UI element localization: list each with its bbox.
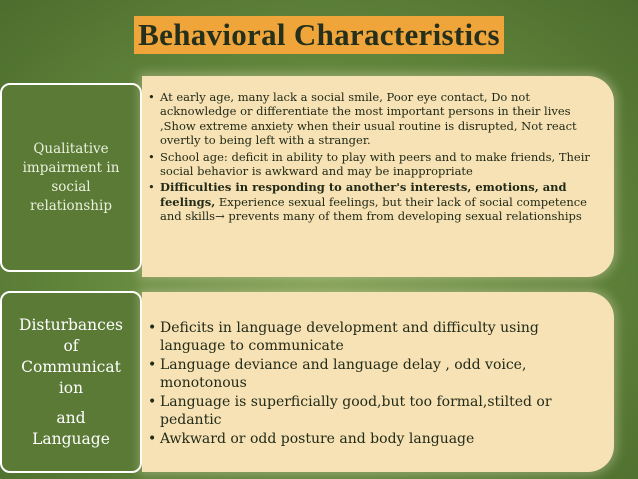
bullet-list [148, 90, 604, 224]
label-line: relationship [30, 197, 112, 214]
bullet-item [148, 430, 604, 448]
bullet-text: School age: deficit in ability to play with peers and to make friends, Their social behavior is awkward and may be inappropriate [160, 149, 590, 179]
bullet-glyph: • [148, 431, 157, 447]
label-line: Disturbances [19, 315, 123, 334]
label-text [23, 140, 120, 216]
label-text [19, 315, 123, 450]
bullet-glyph: • [148, 357, 157, 373]
bullet-text: Language is superficially good,but too formal,stilted or pedantic [160, 394, 552, 428]
bullet-item [148, 393, 604, 429]
label-line: ion [58, 378, 84, 397]
bullet-bold-text: Difficulties in responding to another's interests, emotions, and feelings, [160, 180, 567, 209]
bullet-glyph: • [148, 320, 157, 336]
bullet-text: At early age, many lack a social smile, Poor eye contact, Do not acknowledge or differentiate the most important persons in their lives ,Show extreme anxiety when their usual routine is disrupted, Not react overtly to being left with a stranger. [160, 90, 577, 148]
bullet-item [148, 180, 604, 223]
bullet-list [148, 319, 604, 448]
bullet-item [148, 90, 604, 148]
label-line: Language [32, 429, 110, 448]
label-line: of [63, 336, 79, 355]
bullet-item [148, 356, 604, 392]
bullet-glyph: • [148, 149, 155, 164]
content-box-social [142, 76, 614, 277]
label-box-social [0, 83, 142, 272]
content-box-communication [142, 292, 614, 472]
bullet-item [148, 150, 604, 179]
label-line: Qualitative [33, 140, 109, 157]
title-bar [0, 0, 638, 74]
bullet-glyph: • [148, 394, 157, 410]
label-line: social [51, 178, 91, 195]
bullet-text: Experience sexual feelings, but their lack of social competence and skills→ prevents many of them from developing sexual relationships [160, 194, 587, 224]
label-line: and [56, 408, 86, 427]
bullet-text: Language deviance and language delay , odd voice, monotonous [160, 357, 527, 391]
slide-title: Behavioral Characteristics [134, 16, 504, 54]
label-box-communication [0, 291, 142, 473]
label-line: impairment in [22, 159, 120, 176]
label-line: Communicat [21, 357, 121, 376]
bullet-item [148, 319, 604, 355]
bullet-text: Awkward or odd posture and body language [160, 431, 475, 447]
bullet-glyph: • [148, 90, 155, 104]
bullet-glyph: • [148, 180, 155, 195]
bullet-text: Deficits in language development and difficulty using language to communicate [160, 320, 539, 354]
